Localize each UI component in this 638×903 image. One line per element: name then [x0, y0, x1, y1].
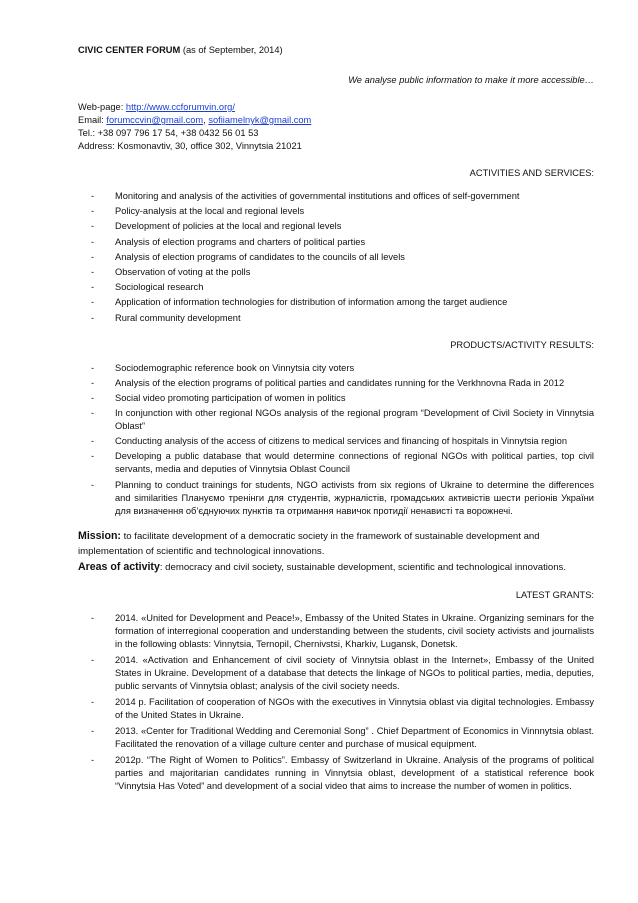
products-list — [78, 362, 594, 518]
list-item-text: 2013. «Center for Traditional Wedding and Ceremonial Song” . Chief Department of Economics in Vinnnytsia oblast. Facilitated the renovation of a village culture center and purchase of musical equipment. — [115, 726, 594, 750]
bullet-dash: - — [91, 362, 95, 373]
list-item — [78, 266, 594, 279]
bullet-dash: - — [91, 655, 95, 666]
bullet-dash: - — [91, 312, 95, 323]
bullet-dash: - — [91, 697, 95, 708]
list-item-text: Rural community development — [115, 312, 241, 323]
bullet-dash: - — [91, 206, 95, 217]
list-item-text: 2014. «United for Development and Peace!», Embassy of the United States in Ukraine. Organizing seminars for the formation of interregional cooperation and understanding between the students, civil society activists and journalists in the following oblasts: Vinnytsia, Ternopil, Chernivstsі, Kharkiv, Lugansk, Donetsk. — [115, 613, 594, 650]
bullet-dash: - — [91, 479, 95, 490]
list-item-text: 2014 р. Facilitation of cooperation of NGOs with the executives in Vinnytsia oblast via digital technologies. Embassy of the United States in Ukraine. — [115, 697, 594, 721]
email-label: Email: — [78, 115, 107, 125]
bullet-dash: - — [91, 236, 95, 247]
bullet-dash: - — [91, 191, 95, 201]
list-item — [78, 407, 594, 433]
web-label: Web-page: — [78, 102, 126, 112]
list-item — [78, 479, 594, 518]
list-item — [78, 754, 594, 793]
bullet-dash: - — [91, 408, 95, 419]
list-item-text: Developing a public database that would determine connections of regional NGOs with political parties, top civil servants, media and deputies of Vinnytsia Oblast Council — [115, 451, 594, 475]
list-item — [78, 236, 594, 249]
list-item-text: Monitoring and analysis of the activities of governmental institutions and offices of self-government — [115, 191, 520, 201]
grants-heading: LATEST GRANTS: — [515, 590, 594, 601]
document-title — [78, 44, 594, 57]
list-item-text: Analysis of election programs of candidates to the councils of all levels — [115, 251, 405, 262]
products-heading: PRODUCTS/ACTIVITY RESULTS: — [450, 339, 594, 350]
address-line: Address: Kosmonavtiv, 30, office 302, Vinnytsia 21021 — [78, 141, 302, 151]
areas-label: Areas of activity — [78, 560, 160, 573]
list-item-text: Analysis of election programs and charters of political parties — [115, 236, 366, 247]
bullet-dash: - — [91, 436, 95, 447]
list-item-text: Analysis of the election programs of political parties and candidates running for the Verkhnovna Rada in 2012 — [115, 377, 565, 388]
web-line — [78, 101, 594, 114]
list-item — [78, 251, 594, 264]
list-item-text: Application of information technologies for distribution of information among the target audience — [115, 297, 508, 308]
list-item-text: Social video promoting participation of women in politics — [115, 392, 346, 403]
phone-line: Tel.: +38 097 796 17 54, +38 0432 56 01 53 — [78, 128, 259, 138]
list-item — [78, 435, 594, 448]
list-item-text: Conducting analysis of the access of citizens to medical services and financing of hospitals in Vinnytsia region — [115, 436, 568, 447]
bullet-dash: - — [91, 377, 95, 388]
list-item — [78, 377, 594, 390]
list-item — [78, 362, 594, 375]
mission-label: Mission: — [78, 529, 121, 542]
email-separator: , — [203, 115, 209, 125]
bullet-dash: - — [91, 251, 95, 262]
bullet-dash: - — [91, 613, 95, 624]
bullet-dash: - — [91, 451, 95, 462]
list-item — [78, 450, 594, 476]
list-item-text: In conjunction with other regional NGOs analysis of the regional program “Development of Civil Society in Vinnytsia Oblast” — [115, 408, 594, 432]
areas-text: : democracy and civil society, sustainable development, scientific and technological innovations. — [159, 561, 567, 573]
list-item-text: Sociodemographic reference book on Vinnytsia city voters — [115, 362, 355, 373]
bullet-dash: - — [91, 297, 95, 308]
list-item — [78, 392, 594, 405]
as-of-date: (as of September, 2014) — [182, 45, 283, 55]
activities-heading: ACTIVITIES AND SERVICES: — [469, 168, 594, 178]
list-item — [78, 220, 594, 233]
list-item-text: 2014. «Activation and Enhancement of civil society of Vinnytsia oblast in the Internet», Embassy of the United States in Ukraine. Development of a database that detects the linkage of NGOs to political parties, media, deputies, public servants of Vinnytsia oblast; analysis of the civil society needs. — [115, 655, 594, 692]
list-item — [78, 696, 594, 722]
list-item-text: 2012р. “The Right of Women to Politics”. Embassy of Switzerland in Ukraine. Analysis of the programs of political parties and majoritarian candidates running in Vinnytsia oblast, development of a statistical reference book “Vinnytsia Has Voted” and development of a social video that aims to increase the number of women in politics. — [115, 755, 594, 792]
list-item — [78, 281, 594, 294]
list-item-text: Development of policies at the local and regional levels — [115, 221, 342, 232]
list-item-text: Observation of voting at the polls — [115, 266, 251, 277]
list-item — [78, 654, 594, 693]
email-line — [78, 114, 594, 127]
list-item — [78, 612, 594, 651]
list-item — [78, 296, 594, 309]
org-name: CIVIC CENTER FORUM — [78, 45, 181, 55]
bullet-dash: - — [91, 726, 95, 737]
contact-block — [78, 101, 594, 153]
list-item — [78, 725, 594, 751]
website-link[interactable]: http://www.ccforumvin.org/ — [125, 102, 235, 112]
list-item-text: Policy-analysis at the local and regional levels — [115, 206, 305, 217]
email-link-2[interactable]: sofiiamelnyk@gmail.com — [208, 115, 312, 125]
grants-list — [78, 612, 594, 793]
list-item-text: Sociological research — [115, 282, 204, 293]
activities-list — [78, 190, 594, 325]
mission-text: to facilitate development of a democratic society in the framework of sustainable development and implementation of scientific and technological innovations. — [78, 530, 540, 558]
bullet-dash: - — [91, 755, 95, 766]
bullet-dash: - — [91, 266, 95, 277]
bullet-dash: - — [91, 392, 95, 403]
list-item — [78, 312, 594, 325]
areas-of-activity — [78, 560, 594, 576]
mission-statement — [78, 529, 594, 560]
bullet-dash: - — [91, 221, 95, 232]
email-link-1[interactable]: forumccvin@gmail.com — [106, 115, 204, 125]
list-item-text: Planning to conduct trainings for students, NGO activists from six regions of Ukraine to determine the differences and similarities Плануємо тренінги для студентів, журналістів, громадських активістів шести регіонів України для визначення об’єднуючих пунктів та отримання навичок протидії ненависті та ворожнечі. — [115, 479, 594, 516]
bullet-dash: - — [91, 282, 95, 293]
tagline: We analyse public information to make it more accessible… — [348, 75, 594, 85]
list-item — [78, 205, 594, 218]
list-item — [78, 190, 594, 203]
